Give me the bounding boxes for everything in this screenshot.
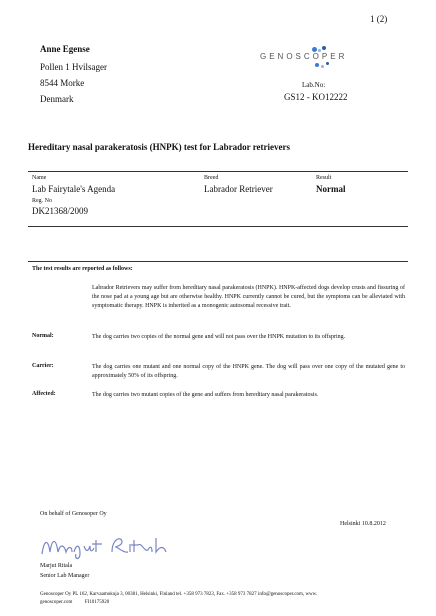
date-place: Helsinki 10.8.2012 [340, 521, 386, 527]
recipient-country: Denmark [40, 94, 74, 104]
result-value: Normal [316, 184, 346, 194]
name-header: Name [32, 175, 47, 181]
breed-value: Labrador Retriever [204, 184, 273, 194]
lab-no-label: Lab.No: [302, 81, 326, 89]
recipient-street: Pollen 1 Hvilsager [40, 62, 107, 72]
logo-dot [315, 63, 319, 67]
signer-title: Senior Lab Manager [40, 573, 90, 579]
logo-dot [322, 46, 326, 50]
dog-name: Lab Fairytale's Agenda [32, 184, 116, 194]
affected-definition: The dog carries two mutant copies of the gene and suffers from hereditary nasal parakeratosis. [92, 392, 319, 398]
recipient-city: 8544 Morke [40, 78, 85, 88]
breed-header: Breed [204, 175, 219, 181]
reg-label: Reg. No [32, 198, 52, 204]
carrier-definition: The dog carries one mutant and one normal copy of the HNPK gene. The dog will pass over one copy of the mutated gene to approximately 50% of its offspring. [92, 364, 405, 379]
normal-definition: The dog carries two copies of the normal gene and will not pass over the HNPK mutation to its offspring. [92, 334, 346, 340]
on-behalf: On behalf of Genosoper Oy [40, 511, 107, 517]
signer-name: Marjut Ritala [40, 563, 73, 569]
test-title: Hereditary nasal parakeratosis (HNPK) test for Labrador retrievers [28, 142, 291, 152]
logo-dot [326, 62, 329, 65]
divider [28, 171, 408, 172]
carrier-term: Carrier: [32, 363, 54, 369]
genoscoper-logo [260, 47, 390, 71]
test-description: Labrador Retrievers may suffer from hereditary nasal parakeratosis (HNPK). HNPK-affected dogs develop crusts and fissuring of the nose pad at a young age but are otherwise healthy. HNPK currently cannot be cured, but the symptoms can be alleviated with symptomatic therapy. HNPK is inherited as a monogenic autosomal recessive trait. [92, 285, 405, 309]
normal-term: Normal: [32, 333, 54, 339]
signature [38, 530, 188, 562]
recipient-name: Anne Egense [40, 44, 90, 54]
page-number: 1 (2) [370, 14, 388, 24]
divider [28, 226, 408, 227]
result-header: Result [316, 175, 332, 181]
results-heading: The test results are reported as follows: [32, 266, 133, 272]
affected-term: Affected: [32, 391, 56, 397]
footer-line-2: genoscoper.com FI10175920 [40, 600, 110, 605]
footer-line-1: Genoscoper Oy PL 162, Karvaamokuja 3, 00381, Helsinki, Finland tel. +358 973 7823, Fax. +358 973 7827 info@genoscoper.com, www. [40, 592, 318, 597]
reg-value: DK21368/2009 [32, 206, 88, 216]
lab-no-value: GS12 - KO12222 [284, 92, 348, 102]
logo-dot [318, 49, 321, 52]
logo-text: GENOSCOPER [260, 52, 348, 61]
logo-dot [321, 65, 324, 68]
logo-dot [312, 47, 317, 52]
divider [28, 261, 408, 262]
